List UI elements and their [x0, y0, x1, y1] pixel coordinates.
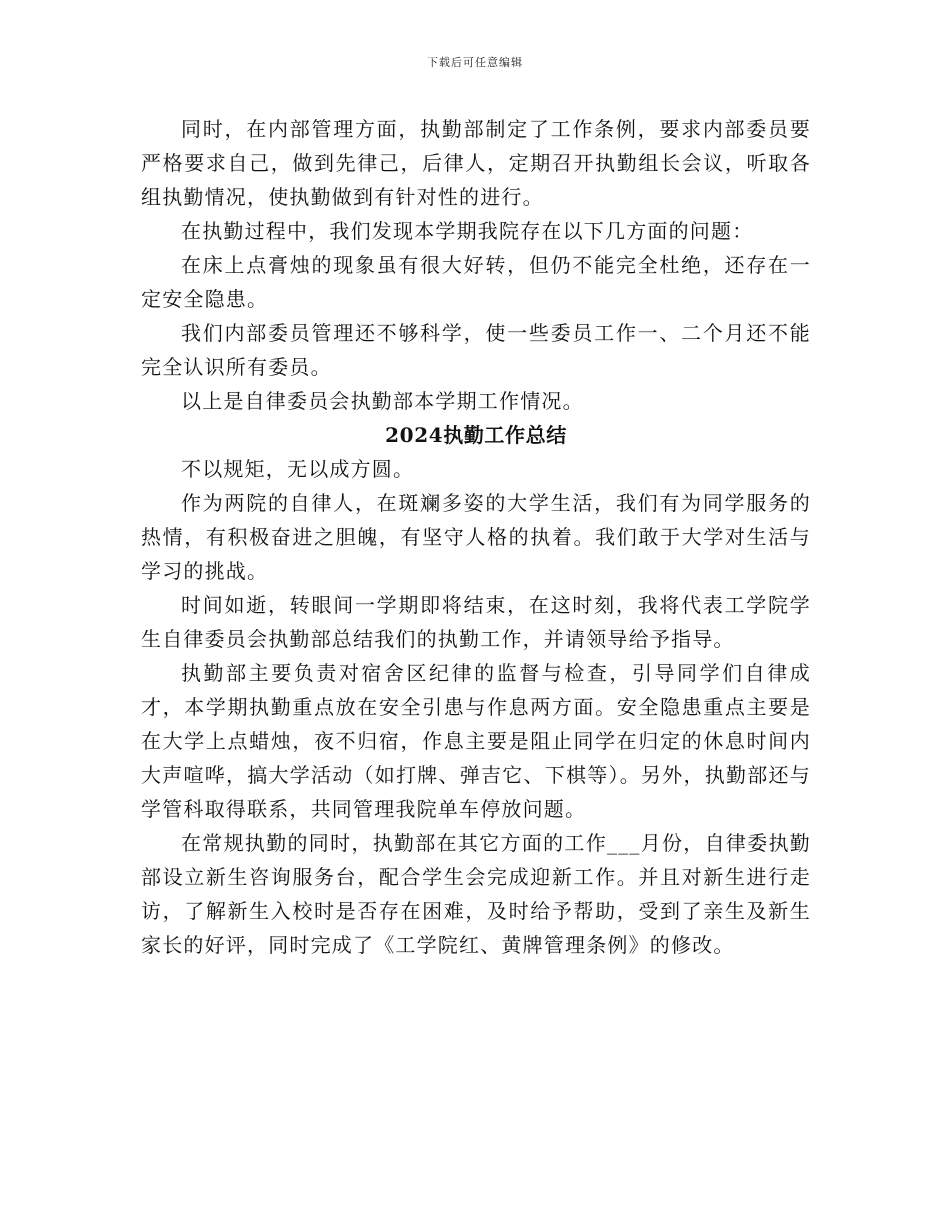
document-body	[141, 112, 811, 962]
paragraph: 时间如逝，转眼间一学期即将结束，在这时刻，我将代表工学院学生自律委员会执勤部总结我们的执勤工作，并请领导给予指导。	[141, 593, 811, 651]
paragraph: 我们内部委员管理还不够科学，使一些委员工作一、二个月还不能完全认识所有委员。	[141, 321, 811, 379]
paragraph: 作为两院的自律人，在斑斓多姿的大学生活，我们有为同学服务的热情，有积极奋进之胆魄，有坚守人格的执着。我们敢于大学对生活与学习的挑战。	[141, 491, 811, 583]
paragraph: 在执勤过程中，我们发现本学期我院存在以下几方面的问题：	[181, 219, 754, 243]
paragraph: 以上是自律委员会执勤部本学期工作情况。	[181, 389, 584, 413]
section-title: 2024执勤工作总结	[385, 423, 567, 447]
paragraph: 在床上点膏烛的现象虽有很大好转，但仍不能完全杜绝，还存在一定安全隐患。	[141, 253, 811, 311]
paragraph: 不以规矩，无以成方圆。	[181, 457, 415, 481]
page-header: 下载后可任意编辑	[427, 56, 523, 69]
paragraph: 同时，在内部管理方面，执勤部制定了工作条例，要求内部委员要严格要求自己，做到先律己，后律人，定期召开执勤组长会议，听取各组执勤情况，使执勤做到有针对性的进行。	[141, 117, 811, 209]
paragraph: 在常规执勤的同时，执勤部在其它方面的工作___月份，自律委执勤部设立新生咨询服务台，配合学生会完成迎新工作。并且对新生进行走访，了解新生入校时是否存在困难，及时给予帮助，受到了亲生及新生家长的好评，同时完成了《工学院红、黄牌管理条例》的修改。	[141, 831, 811, 957]
paragraph: 执勤部主要负责对宿舍区纪律的监督与检查，引导同学们自律成才，本学期执勤重点放在安全引患与作息两方面。安全隐患重点主要是在大学上点蜡烛，夜不归宿，作息主要是阻止同学在归定的休息时间内大声喧哗，搞大学活动（如打牌、弹吉它、下棋等）。另外，执勤部还与学管科取得联系，共同管理我院单车停放问题。	[141, 661, 811, 821]
